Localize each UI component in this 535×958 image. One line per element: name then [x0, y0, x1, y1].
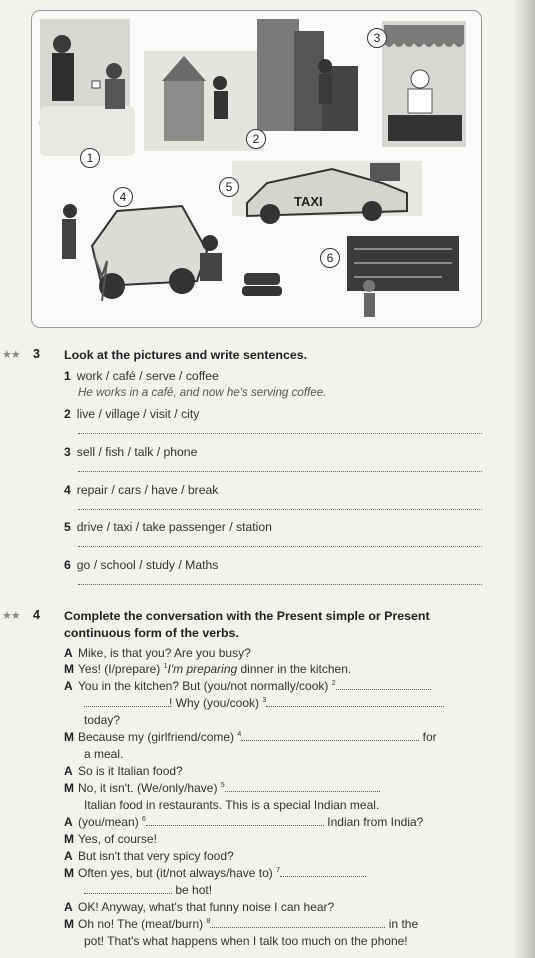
speaker: M — [64, 866, 74, 880]
gap-number: 1 — [163, 663, 168, 670]
dialogue-line — [64, 662, 351, 676]
ex3-item-4 — [64, 483, 218, 497]
ex3-item-6 — [64, 558, 218, 572]
gap-number: 4 — [237, 731, 242, 738]
gap-number: 2 — [331, 680, 336, 687]
dialogue-text: Often yes, but (it/not always/have to) — [78, 866, 277, 880]
speaker: M — [64, 917, 74, 931]
dialogue-text: pot! That's what happens when I talk too much on the phone! — [84, 934, 408, 948]
item-prompt: drive / taxi / take passenger / station — [76, 520, 272, 534]
dialogue-text: So is it Italian food? — [78, 764, 183, 778]
dialogue-text: OK! Anyway, what's that funny noise I can hear? — [78, 900, 335, 914]
dialogue-text: You in the kitchen? But (you/not normally/cook) — [78, 679, 332, 693]
dialogue-line — [64, 764, 183, 778]
picture-number-2: 2 — [246, 129, 266, 149]
speaker: M — [64, 662, 74, 676]
ex3-item-6-answer-line[interactable] — [78, 584, 482, 585]
ex3-item-5-answer-line[interactable] — [78, 546, 482, 547]
school-scene — [347, 236, 459, 317]
ex3-item-3-answer-line[interactable] — [78, 471, 482, 472]
dialogue-text: be hot! — [172, 883, 213, 897]
dialogue-line — [84, 713, 120, 727]
speaker: A — [64, 849, 73, 863]
dialogue-line — [64, 781, 380, 795]
answer-gap-4[interactable] — [241, 731, 419, 741]
dialogue-text: ! Why (you/cook) — [169, 696, 263, 710]
item-number: 4 — [64, 483, 71, 497]
item-prompt: work / café / serve / coffee — [76, 369, 219, 383]
item-prompt: go / school / study / Maths — [76, 558, 219, 572]
ex3-item-1 — [64, 369, 219, 383]
speaker: A — [64, 764, 73, 778]
picture-number-4: 4 — [113, 187, 133, 207]
item-prompt: sell / fish / talk / phone — [76, 445, 198, 459]
answer-gap-7-cont[interactable] — [84, 884, 172, 894]
ex3-item-2 — [64, 407, 199, 421]
fish-stall-scene — [382, 21, 466, 147]
picture-number-5: 5 — [219, 177, 239, 197]
taxi-sign: TAXI — [294, 194, 323, 209]
answer-gap-2-cont[interactable] — [84, 697, 169, 707]
answer-gap-2[interactable] — [336, 680, 431, 690]
speaker: M — [64, 781, 74, 795]
item-prompt: repair / cars / have / break — [76, 483, 219, 497]
picture-panel — [31, 10, 482, 328]
speaker: A — [64, 679, 73, 693]
item-number: 3 — [64, 445, 71, 459]
dialogue-line — [64, 900, 334, 914]
dialogue-text: Yes, of course! — [78, 832, 157, 846]
dialogue-text: Mike, is that you? Are you busy? — [78, 646, 251, 660]
dialogue-line — [84, 696, 444, 710]
example-answer: I'm preparing — [167, 662, 238, 676]
ex3-stars: ★★ — [2, 349, 20, 361]
taxi-scene — [232, 161, 422, 224]
answer-gap-5[interactable] — [225, 782, 380, 792]
item-number: 5 — [64, 520, 71, 534]
ex4-instruction-line-2: continuous form of the verbs. — [64, 626, 239, 640]
dialogue-text: (you/mean) — [78, 815, 143, 829]
picture-number-1: 1 — [80, 148, 100, 168]
dialogue-text: for — [422, 730, 437, 744]
item-number: 6 — [64, 558, 71, 572]
ex3-item-4-answer-line[interactable] — [78, 509, 482, 510]
picture-number-3: 3 — [367, 28, 387, 48]
dialogue-text: today? — [84, 713, 121, 727]
dialogue-text: But isn't that very spicy food? — [78, 849, 234, 863]
dialogue-line — [64, 679, 431, 693]
dialogue-line — [64, 866, 366, 880]
dialogue-line — [64, 832, 157, 846]
dialogue-text: dinner in the kitchen. — [237, 662, 352, 676]
item-prompt: live / village / visit / city — [76, 407, 200, 421]
dialogue-line — [84, 798, 379, 812]
illustrations — [32, 11, 481, 327]
ex3-item-5 — [64, 520, 272, 534]
item-number: 2 — [64, 407, 71, 421]
dialogue-line — [84, 883, 212, 897]
dialogue-line — [64, 815, 423, 829]
ex3-number: 3 — [33, 347, 40, 361]
dialogue-line — [84, 747, 123, 761]
dialogue-line — [64, 849, 234, 863]
speaker: A — [64, 646, 73, 660]
answer-gap-3[interactable] — [266, 697, 444, 707]
dialogue-text: Italian food in restaurants. This is a special Indian meal. — [84, 798, 380, 812]
gap-number: 7 — [276, 867, 280, 874]
picture-number-6: 6 — [320, 248, 340, 268]
dialogue-line — [64, 646, 251, 660]
dialogue-text: No, it isn't. (We/only/have) — [78, 781, 221, 795]
gap-number: 6 — [142, 816, 146, 823]
gap-number: 8 — [206, 918, 211, 925]
ex3-item-2-answer-line[interactable] — [78, 433, 482, 434]
answer-gap-6[interactable] — [146, 816, 324, 826]
answer-gap-8[interactable] — [210, 918, 385, 928]
item-number: 1 — [64, 369, 71, 383]
ex3-item-3 — [64, 445, 197, 459]
dialogue-line — [84, 934, 408, 948]
ex3-instruction: Look at the pictures and write sentences. — [64, 348, 308, 362]
dialogue-text: a meal. — [84, 747, 124, 761]
dialogue-text: Yes! (I/prepare) — [78, 662, 164, 676]
ex4-instruction-line-1: Complete the conversation with the Present simple or Present — [64, 609, 430, 623]
dialogue-text: Because my (girlfriend/come) — [78, 730, 238, 744]
garage-scene — [62, 204, 282, 301]
ex3-item-1-answer: He works in a café, and now he's serving coffee. — [78, 386, 327, 399]
dialogue-line — [64, 917, 418, 931]
cafe-scene — [39, 19, 135, 156]
dialogue-text: Oh no! The (meat/burn) — [78, 917, 207, 931]
gap-number: 3 — [262, 697, 267, 704]
ex4-number: 4 — [33, 608, 40, 622]
speaker: A — [64, 815, 73, 829]
ex4-stars: ★★ — [2, 610, 20, 622]
gap-number: 5 — [220, 782, 225, 789]
dialogue-text: Indian from India? — [327, 815, 424, 829]
speaker: M — [64, 832, 74, 846]
page-edge-shadow — [513, 0, 535, 958]
speaker: A — [64, 900, 73, 914]
dialogue-text: in the — [388, 917, 419, 931]
dialogue-line — [64, 730, 437, 744]
answer-gap-7[interactable] — [280, 867, 366, 877]
speaker: M — [64, 730, 74, 744]
